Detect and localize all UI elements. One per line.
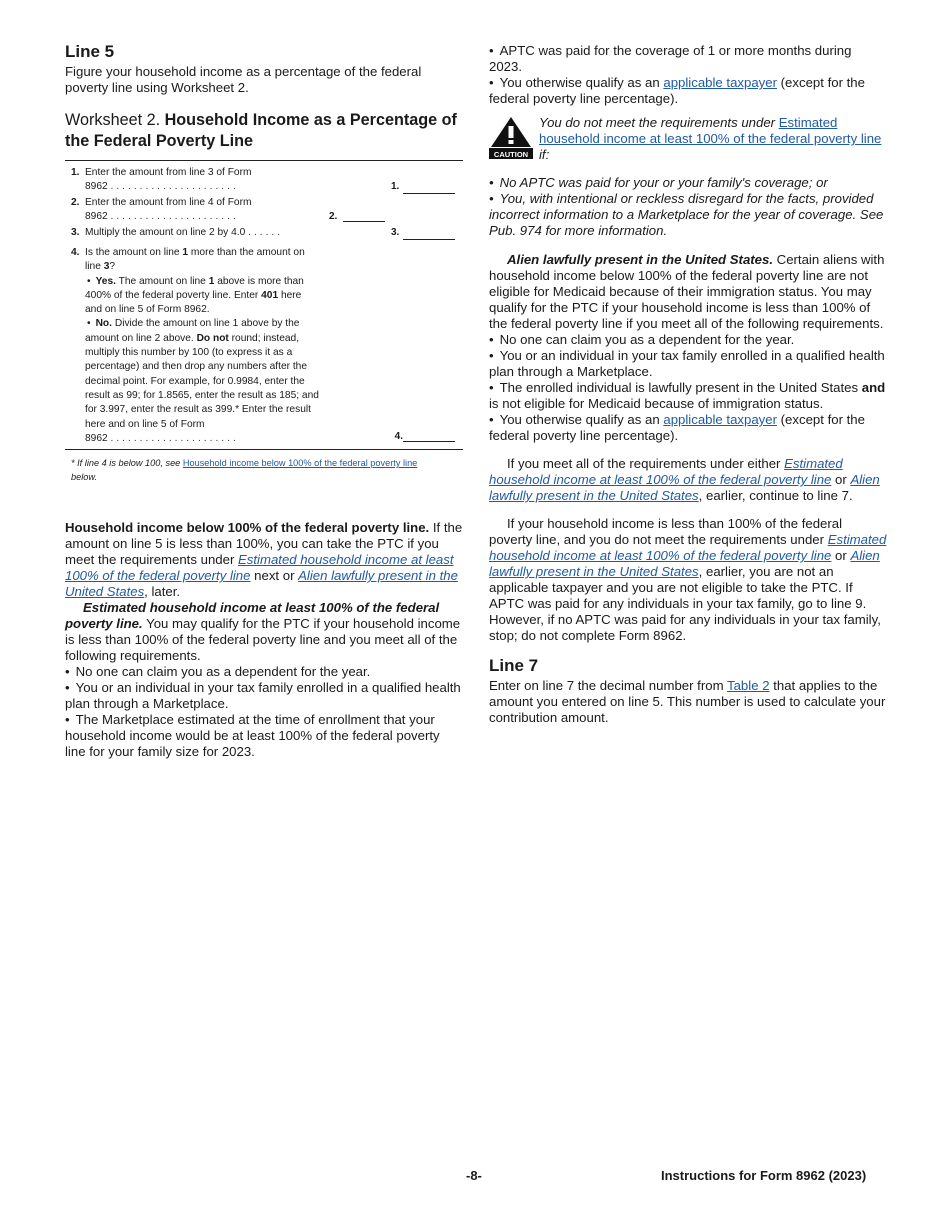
form-title-footer: Instructions for Form 8962 (2023) [661,1168,867,1183]
footnote-link[interactable]: Household income below 100% of the federal poverty line [182,458,418,469]
less-estimated-income-link[interactable]: Estimated household income at least 100% of the federal poverty line [489,532,887,563]
worksheet-2 [65,160,463,450]
worksheet-row-2: 2. Enter the amount from line 4 of Form 8962 ...................... 2. [65,196,463,226]
caution-box [489,115,887,163]
applicable-taxpayer-link[interactable]: applicable taxpayer [663,75,777,90]
alien-bullet-4: • You otherwise qualify as an applicable taxpayer (except for the federal poverty line percentage). [489,412,887,444]
applicable-taxpayer-link-2[interactable]: applicable taxpayer [663,412,777,427]
line7-text: Enter on line 7 the decimal number from Table 2 that applies to the amount you entered on line 5. This number is used to calculate your contribution amount. [489,678,886,725]
alien-para: Alien lawfully present in the United States. Certain aliens with household income below 100% of the federal poverty line are not eligible for Medicaid because of their immigration status. You may qualify for the PTC if your household income is less than 100% of the federal poverty line if you meet all of the following requirements. [489,252,885,331]
worksheet-footnote: * If line 4 is below 100, see Household income below 100% of the federal poverty line below. [71,458,418,483]
alien-bullet-3: • The enrolled individual is lawfully present in the United States and is not eligible for Medicaid because of immigration status. [489,380,887,412]
worksheet-yes-option: • Yes. The amount on line 1 above is more than 400% of the federal poverty line. Enter 401 here and on line 5 of Form 8962. [85,275,321,318]
alien-lawfully-present-link[interactable]: Alien lawfully present in the United States [65,568,458,600]
right-column [489,43,887,726]
caution-label: CAUTION [493,150,529,159]
left-column [65,40,463,760]
line-1-entry[interactable] [403,181,455,194]
worksheet-no-option: • No. Divide the amount on line 1 above by the amount on line 2 above. Do not round; instead, multiply this number by 100 (to express it as a percentage) and then drop any numbers after the decimal point. For example, for 0.9984, enter the result as 99; for 1.8565, enter the result as 185; and for 3.997, enter the result as 399.* Enter the result here and on line 5 of Form [85,317,321,431]
worksheet-row-1: 1. Enter the amount from line 3 of Form 8962 ...................... 1. [65,166,463,196]
line-2-entry[interactable] [343,209,385,222]
estimated-income-link[interactable]: Estimated household income at least 100% of the federal poverty line [65,552,454,584]
worksheet-row-4: 4. Is the amount on line 1 more than the amount on line 3? • Yes. The amount on line 1 above is more than 400% of the federal poverty line. Enter 401 here and on line 5 of Form 8962. • No. Divide the amount on line 1 above by the amount on line 2 above. Do not round; instead, multiply this number by 100 (to express it as a percentage) and then drop any numbers after the decimal point. For example, for 0.9984, enter the result as 99; for 1.8565, enter the result as 185; and for 3.997, enter the result as 399.* Enter the result here and on line 5 of Form 8962 ...................... 4. [65,246,463,446]
worksheet-title: Worksheet 2. Household Income as a Percentage of the Federal Poverty Line [65,111,457,150]
worksheet-row-3: 3. Multiply the amount on line 2 by 4.0 ...... 3. [65,226,463,246]
page-number: -8- [466,1168,482,1183]
household-income-below-para: Household income below 100% of the federal poverty line. If the amount on line 5 is less than 100%, you can take the PTC if you meet the requirements under Estimated household income at least 100% of the federal poverty line next or Alien lawfully present in the United States, later. [65,520,463,600]
meet-estimated-income-link[interactable]: Estimated household income at least 100% of the federal poverty line [489,456,843,487]
less-than-100-para: If your household income is less than 100% of the federal poverty line, and you do not meet the requirements under Estimated household income at least 100% of the federal poverty line or Alien lawfully present in the United States, earlier, you are not an applicable taxpayer and you are not eligible to take the PTC. If APTC was paid for any individuals in your tax family, go to line 9. However, if no APTC was paid for any individuals in your tax family, stop; do not complete Form 8962. [489,516,887,643]
line5-text: Figure your household income as a percentage of the federal poverty line using Worksheet 2. [65,64,422,95]
est-bullet-1: • No one can claim you as a dependent for the year. [65,664,463,680]
estimated-income-para: Estimated household income at least 100% of the federal poverty line. You may qualify for the PTC if your household income is less than 100% of the federal poverty line and you meet all of the following requirements. [65,600,461,664]
alien-bullet-2: • You or an individual in your tax family enrolled in a qualified health plan through a Marketplace. [489,348,887,380]
caution-bullet-2: • You, with intentional or reckless disregard for the facts, provided incorrect information to a Marketplace for the year of coverage. See Pub. 974 for more information. [489,191,887,239]
otherwise-qualify-bullet: • You otherwise qualify as an applicable taxpayer (except for the federal poverty line percentage). [489,75,887,107]
caution-text: You do not meet the requirements under Estimated household income at least 100% of the federal poverty line if: [539,115,882,162]
caution-estimated-income-link[interactable]: Estimated household income at least 100% of the federal poverty line [539,115,882,146]
line7-heading: Line 7 [489,656,539,675]
alien-bullet-1: • No one can claim you as a dependent for the year. [489,332,887,348]
est-bullet-2: • You or an individual in your tax family enrolled in a qualified health plan through a Marketplace. [65,680,463,712]
line-4-entry[interactable] [403,429,455,442]
aptc-bullet: • APTC was paid for the coverage of 1 or more months during 2023. [489,43,887,75]
meet-alien-link[interactable]: Alien lawfully present in the United States [489,472,880,503]
meet-requirements-para: If you meet all of the requirements under either Estimated household income at least 100% of the federal poverty line or Alien lawfully present in the United States, earlier, continue to line 7. [489,456,880,503]
caution-bullet-1: • No APTC was paid for your or your family's coverage; or [489,175,887,191]
less-alien-link[interactable]: Alien lawfully present in the United States [489,548,880,579]
line-3-entry[interactable] [403,227,455,240]
table-2-link[interactable]: Table 2 [727,678,770,693]
caution-triangle-icon [489,115,533,159]
est-bullet-3: • The Marketplace estimated at the time of enrollment that your household income would be at least 100% of the federal poverty line for your family size for 2023. [65,712,463,760]
line5-heading: Line 5 [65,42,115,61]
